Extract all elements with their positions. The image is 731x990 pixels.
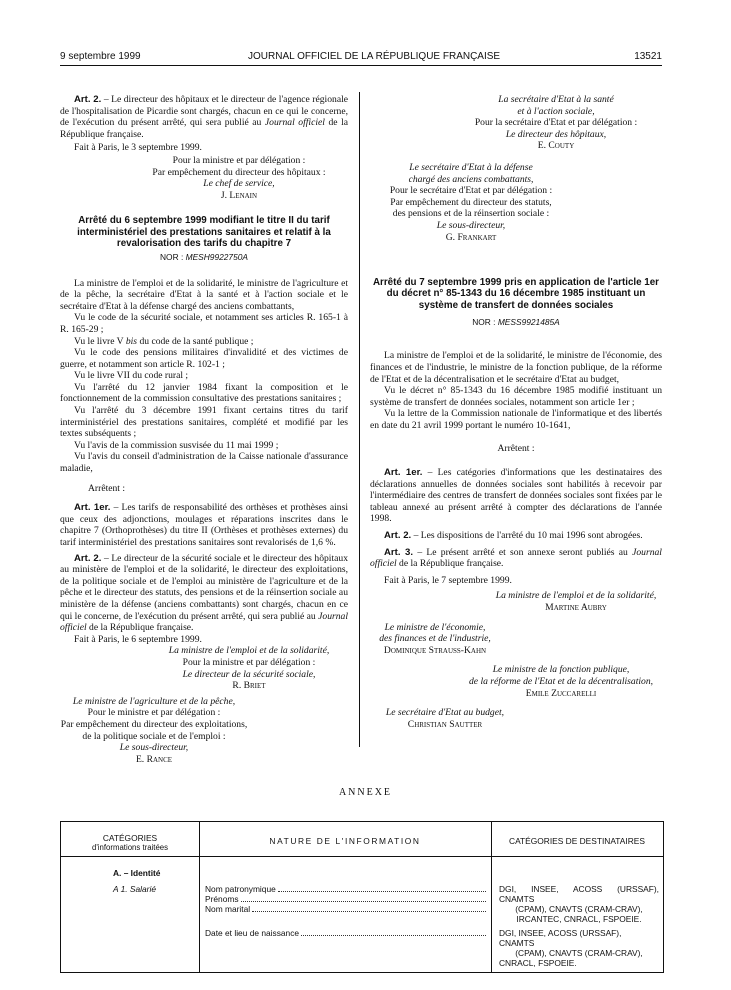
signature-block: Le secrétaire d'Etat à la défense chargé des anciens combattants, Pour le secrétaire d'Etat et par délégation : Par empêchement du directeur des statuts, des pensions et de la réinsertion sociale : Le sous-directeur, G. Frankart: [389, 161, 553, 243]
signature-block: Le ministre de la fonction publique, de la réforme de l'Etat et de la décentralisation, Emile Zuccarelli: [468, 664, 654, 699]
decree-title: Arrêté du 6 septembre 1999 modifiant le titre II du tarif interministériel des prestations sanitaires et relatif à la revalorisation des tarifs du chapitre 7: [77, 215, 331, 249]
header-journal: JOURNAL OFFICIEL DE LA RÉPUBLIQUE FRANÇAISE: [248, 51, 501, 62]
article-3: Art. 3. – Le présent arrêté et son annexe seront publiés au Journal officiel de la République française.: [370, 546, 662, 570]
right-column: [370, 94, 662, 730]
article-1: Art. 1er. – Les tarifs de responsabilité des orthèses et prothèses ainsi que ceux des adjonctions, moulages et réparations inscrites dans le chapitre 7 (Orthoprothèses) du titre II (Orthèses et prothèses externes) du tarif interministériel des prestations sanitaires sont revalorisés de 1,6 %.: [60, 502, 348, 549]
info-list: [205, 884, 487, 938]
page-header: [60, 51, 662, 65]
signature-block: La secrétaire d'Etat à la santé et à l'action sociale, Pour la secrétaire d'Etat et par délégation : Le directeur des hôpitaux, E. Couty: [474, 94, 638, 152]
vu-item: Vu l'arrêté du 12 janvier 1984 fixant la composition et le fonctionnement de la commission consultative des prestations sanitaires ;: [60, 381, 348, 405]
header-page-number: 13521: [634, 51, 662, 62]
table-header-categories: CATÉGORIES d'informations traitées: [91, 833, 169, 852]
column-divider: [359, 92, 360, 747]
vu-item: Vu le code de la sécurité sociale, et notamment ses articles R. 165-1 à R. 165-29 ;: [60, 312, 348, 335]
article-2: Art. 2. – Le directeur de la sécurité sociale et le directeur des hôpitaux au ministère de l'emploi et de la solidarité, le directeur des exploitations, de la politique sociale et de l'emploi au ministère de l'agriculture et de la pêche et le directeur des statuts, des pensions et de la réinsertion sociale au ministère de la défense (anciens combattants) sont chargés, chacun en ce qui le concerne, de l'exécution du présent arrêté, qui sera publié au Journal officiel de la République française.: [60, 552, 348, 634]
preamble: La ministre de l'emploi et de la solidarité, le ministre de l'agriculture et de la pêche, la secrétaire d'Etat à la santé et à l'action sociale et le secrétaire d'Etat à la défense chargé des anciens combattants,: [60, 277, 348, 312]
fait-line: Fait à Paris, le 7 septembre 1999.: [384, 574, 512, 586]
signature-block: La ministre de l'emploi et de la solidarité, Pour la ministre et par délégation : Le directeur de la sécurité sociale, R. Briet: [168, 645, 330, 692]
vu-item: Vu le décret n° 85-1343 du 16 décembre 1985 modifié instituant un système de transfert de données sociales, notamment son article 1er ;: [370, 385, 662, 408]
signature-block: La ministre de l'emploi et de la solidarité, Martine Aubry: [495, 590, 657, 614]
header-date: 9 septembre 1999: [60, 51, 141, 62]
table-header-nature: NATURE DE L'INFORMATION: [269, 836, 421, 846]
signature-block: Le ministre de l'agriculture et de la pêche, Pour le ministre et par délégation : Par empêchement du directeur des exploitations, de la politique sociale et de l'emploi : Le sous-directeur, E. Rance: [60, 695, 248, 765]
decree-title: Arrêté du 7 septembre 1999 pris en application de l'article 1er du décret n° 85-1343 du 16 décembre 1985 instituant un système de transfert de données sociales: [372, 277, 659, 311]
arretent: Arrêtent :: [88, 482, 126, 494]
article-1: Art. 1er. – Les catégories d'informations que les destinataires des déclarations annuelles de données sociales sont habilités à recevoir par l'intermédiaire des centres de transfert de données sociales sont fixées par le tableau annexé au présent arrêté à compter des déclarations de l'année 1998.: [370, 467, 662, 525]
table-row: Date et lieu de naissance: [205, 928, 487, 938]
destinataires-group-2: DGI, INSEE, ACOSS (URSSAF), CNAMTS (CPAM), CNAVTS (CRAM-CRAV), CNRACL, FSPOEIE.: [499, 928, 643, 968]
vu-item: Vu le code des pensions militaires d'invalidité et des victimes de guerre, et notamment son article R. 102-1 ;: [60, 347, 348, 370]
signature-block: Pour la ministre et par délégation : Par empêchement du directeur des hôpitaux : Le chef de service, J. Lenain: [152, 154, 326, 201]
annexe-table: [60, 821, 664, 973]
article-2-first: Art. 2. – Le directeur des hôpitaux et le directeur de l'agence régionale de l'hospitalisation de Picardie sont chargés, chacun en ce qui le concerne, de l'exécution du présent arrêté, qui sera publié au Journal officiel de la République française.: [60, 94, 349, 140]
arretent: Arrêtent :: [497, 443, 535, 455]
vu-item: Vu l'avis de la commission susvisée du 11 mai 1999 ;: [74, 439, 279, 451]
subsection-salarie: A 1. Salarié: [113, 884, 156, 894]
section-identite: A. – Identité: [113, 868, 161, 878]
fait-line: Fait à Paris, le 3 septembre 1999.: [74, 142, 202, 154]
table-row: Nom marital: [205, 904, 487, 914]
signature-block: Le secrétaire d'Etat au budget, Christian Sautter: [385, 707, 505, 730]
left-column: [60, 94, 348, 765]
destinataires-group-1: DGI, INSEE, ACOSS (URSSAF), CNAMTS (CPAM), CNAVTS (CRAM-CRAV), IRCANTEC, CNRACL, FSPOEIE.: [499, 884, 659, 924]
table-row: Prénoms: [205, 894, 487, 904]
fait-line: Fait à Paris, le 6 septembre 1999.: [74, 633, 202, 645]
vu-item: Vu la lettre de la Commission nationale de l'informatique et des libertés en date du 21 avril 1999 portant le numéro 10-1641,: [370, 408, 662, 431]
vu-item: Vu le livre VII du code rural ;: [74, 370, 189, 382]
annexe-title: ANNEXE: [338, 787, 393, 798]
table-header-destinataires: CATÉGORIES DE DESTINATAIRES: [509, 836, 645, 846]
vu-item: Vu l'avis du conseil d'administration de la Caisse nationale d'assurance maladie,: [60, 451, 348, 475]
preamble: La ministre de l'emploi et de la solidarité, le ministre de l'économie, des finances et de l'industrie, le ministre de la fonction publique, de la réforme de l'Etat et de la décentralisation et le secrétaire d'Etat au budget,: [370, 350, 662, 385]
vu-item: Vu l'arrêté du 3 décembre 1991 fixant certains titres du tarif interministériel des prestations sanitaires, complété et modifié par les textes subséquents ;: [60, 405, 348, 440]
nor-reference: NOR : MESH9922750A: [160, 251, 248, 262]
vu-item: Vu le livre V bis du code de la santé publique ;: [74, 335, 254, 347]
signature-block: Le ministre de l'économie, des finances et de l'industrie, Dominique Strauss-Kahn: [379, 621, 491, 656]
header-rule: [60, 65, 662, 66]
article-2: Art. 2. – Les dispositions de l'arrêté du 10 mai 1996 sont abrogées.: [384, 530, 643, 542]
nor-reference: NOR : MESS9921485A: [472, 316, 560, 327]
table-row: Nom patronymique: [205, 884, 487, 894]
